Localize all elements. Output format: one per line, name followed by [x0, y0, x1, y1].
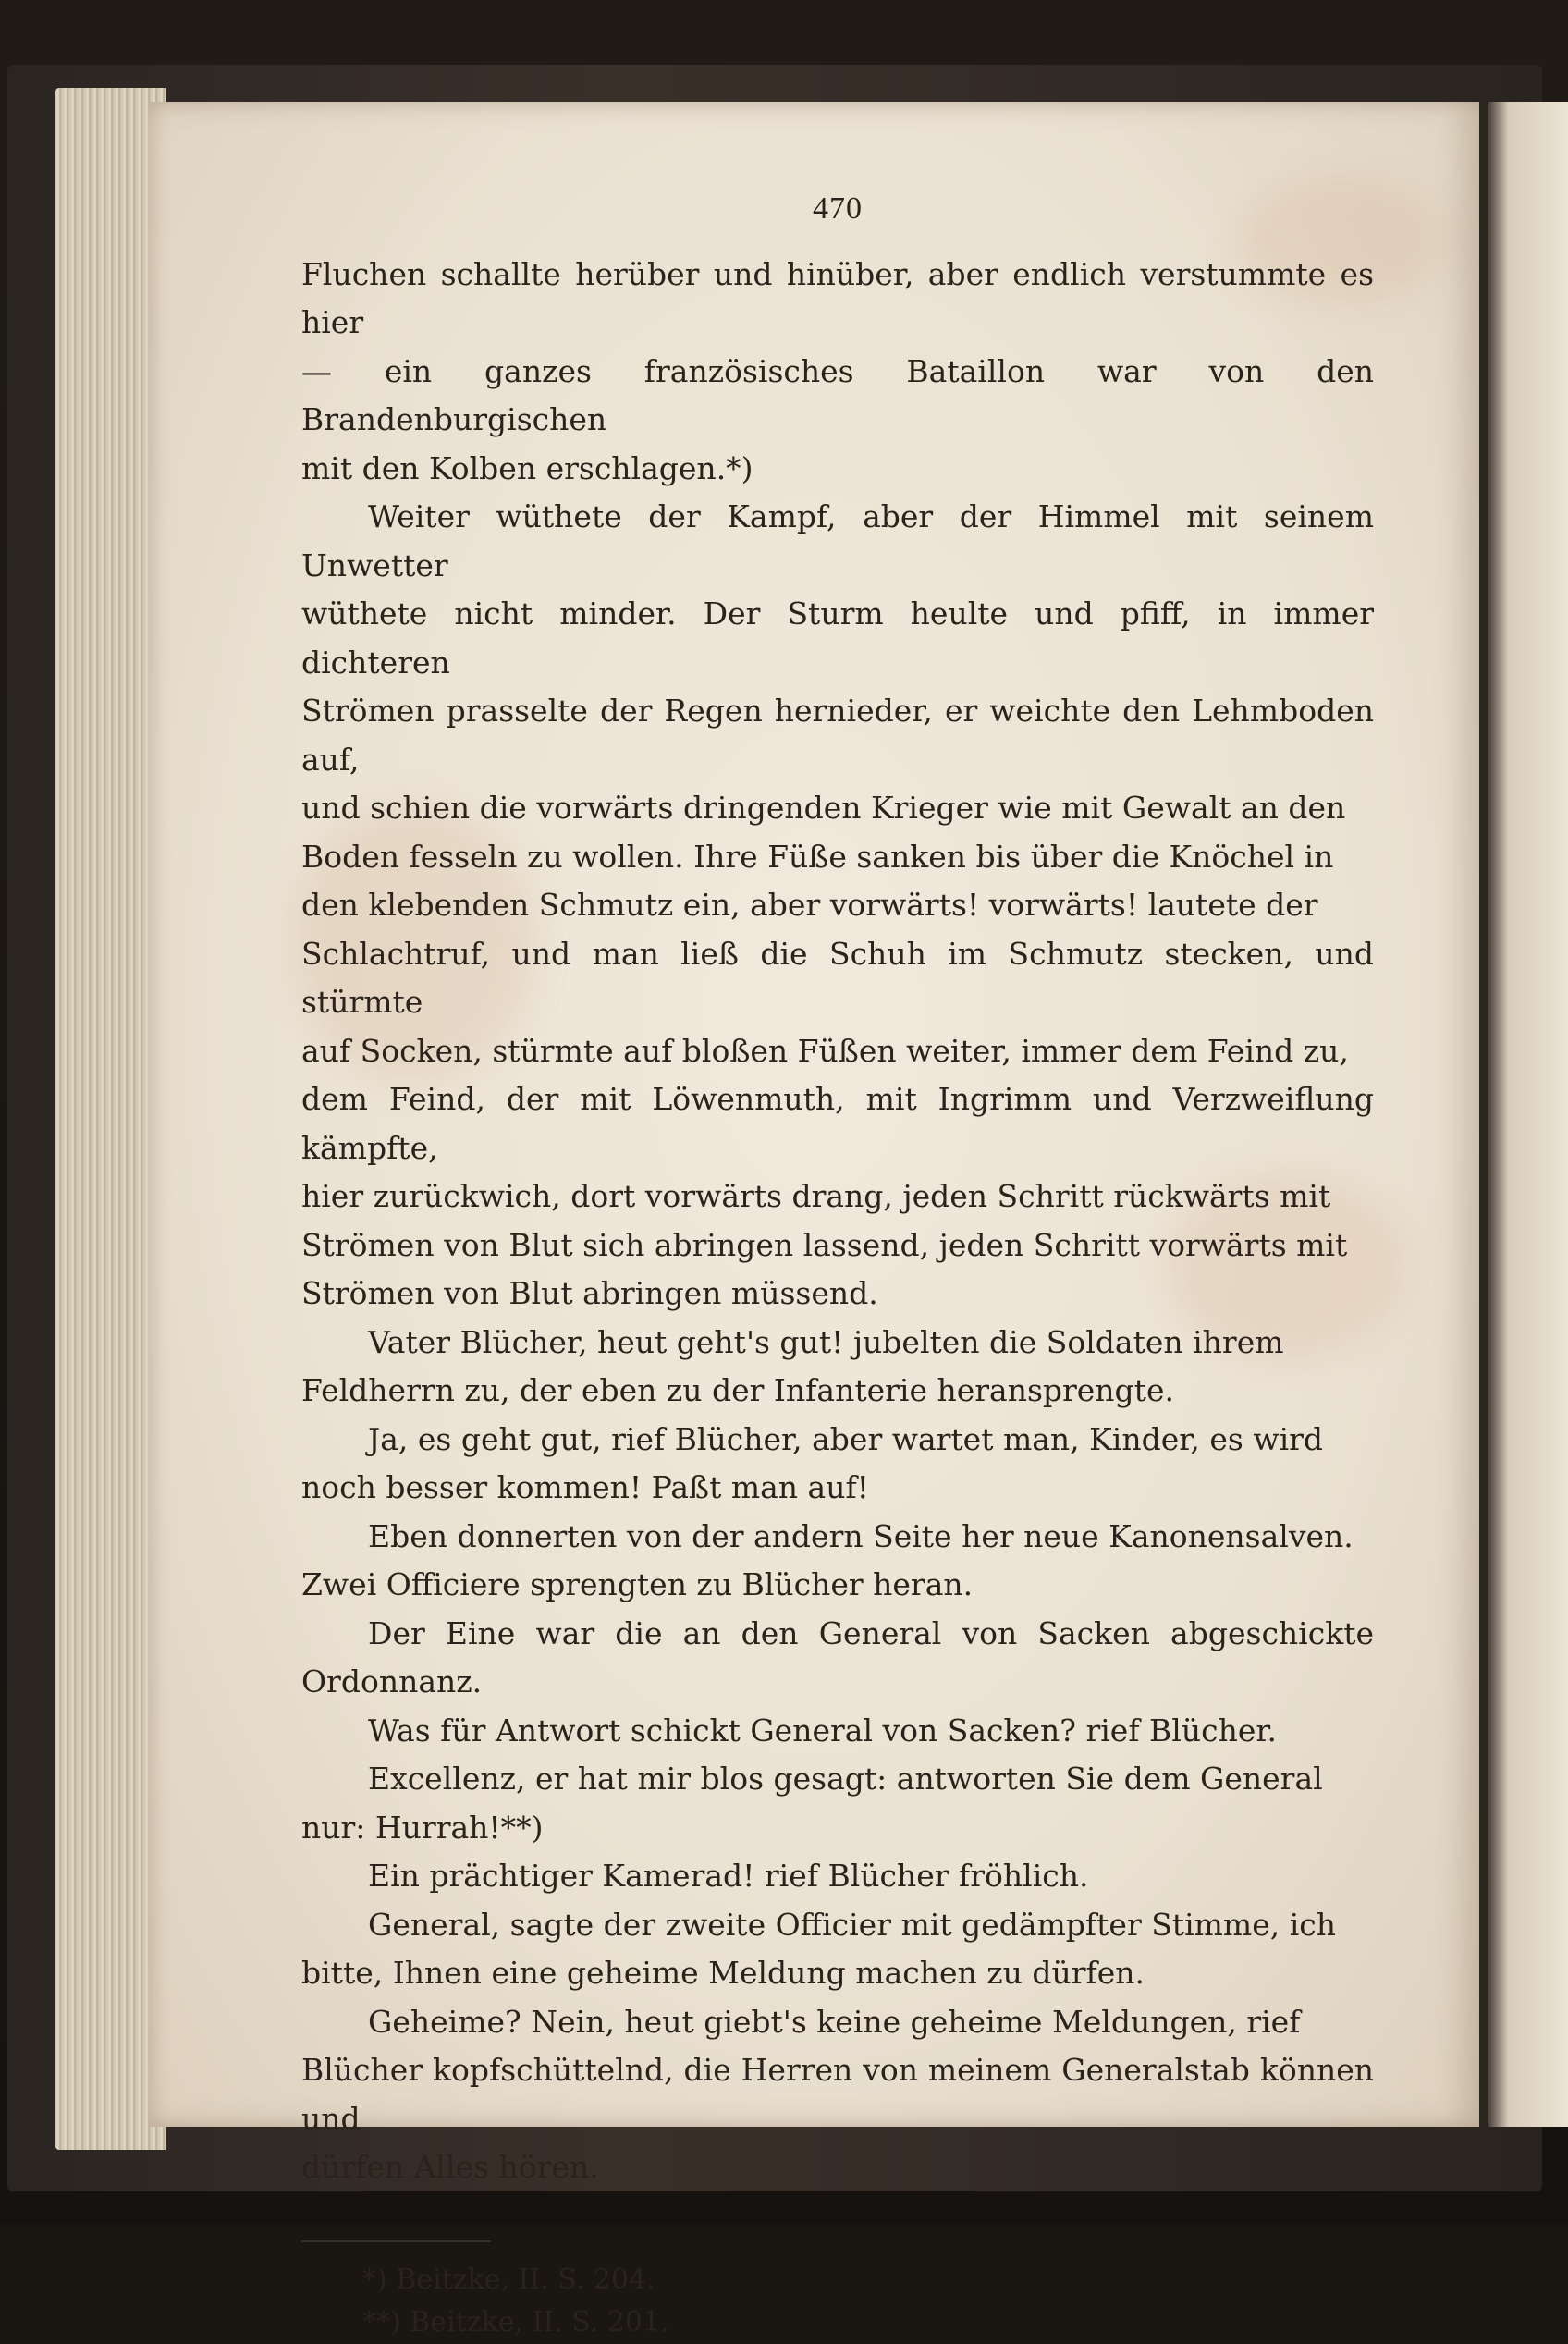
text-line: mit den Kolben erschlagen.*): [301, 449, 753, 486]
text-line: und schien die vorwärts dringenden Krieger wie mit Gewalt an den: [301, 790, 1346, 826]
text-line: Vater Blücher, heut geht's gut! jubelten die Soldaten ihrem: [368, 1323, 1284, 1360]
text-line: Feldherrn zu, der eben zu der Infanterie heransprengte.: [301, 1372, 1174, 1408]
text-line: Der Eine war die an den General von Sacken abgeschickte Ordonnanz.: [301, 1614, 1374, 1700]
text-line: Weiter wüthete der Kampf, aber der Himmel mit seinem Unwetter: [301, 498, 1374, 583]
text-line: Strömen von Blut abringen müssend.: [301, 1275, 878, 1311]
text-line: Ein prächtiger Kamerad! rief Blücher fröhlich.: [368, 1858, 1089, 1894]
footnote-divider: [301, 2240, 491, 2242]
footnote: **) Beitzke, II. S. 201.: [362, 2305, 669, 2338]
text-line: noch besser kommen! Paßt man auf!: [301, 1469, 869, 1505]
text-line: Geheime? Nein, heut giebt's keine geheime Meldungen, rief: [368, 2003, 1301, 2040]
text-line: Was für Antwort schickt General von Sacken? rief Blücher.: [368, 1712, 1277, 1749]
text-line: Boden fesseln zu wollen. Ihre Füße sanken bis über die Knöchel in: [301, 838, 1334, 875]
facing-page-edge: [1488, 102, 1568, 2127]
text-line: Blücher kopfschüttelnd, die Herren von meinem Generalstab können und: [301, 2052, 1374, 2137]
text-line: bitte, Ihnen eine geheime Meldung machen zu dürfen.: [301, 1955, 1145, 1991]
text-line: Ja, es geht gut, rief Blücher, aber wartet man, Kinder, es wird: [368, 1420, 1324, 1457]
page-text: [301, 185, 1374, 2344]
text-line: den klebenden Schmutz ein, aber vorwärts! vorwärts! lautete der: [301, 887, 1318, 923]
text-line: auf Socken, stürmte auf bloßen Füßen weiter, immer dem Feind zu,: [301, 1032, 1349, 1069]
footnotes: [301, 2259, 1374, 2344]
text-line: dürfen Alles hören.: [301, 2149, 599, 2185]
text-line: — ein ganzes französisches Bataillon war von den Brandenburgischen: [301, 352, 1374, 437]
text-line: nur: Hurrah!**): [301, 1809, 544, 1846]
text-line: Strömen von Blut sich abringen lassend, jeden Schritt vorwärts mit: [301, 1226, 1348, 1263]
text-line: Strömen prasselte der Regen hernieder, er weichte den Lehmboden auf,: [301, 693, 1374, 778]
footnote: *) Beitzke, II. S. 204.: [362, 2263, 655, 2296]
page-number: 470: [813, 191, 863, 226]
text-line: General, sagte der zweite Officier mit gedämpfter Stimme, ich: [368, 1906, 1337, 1943]
body-text: [301, 251, 1374, 2192]
text-line: Schlachtruf, und man ließ die Schuh im Schmutz stecken, und stürmte: [301, 935, 1374, 1020]
text-line: dem Feind, der mit Löwenmuth, mit Ingrimm und Verzweiflung kämpfte,: [301, 1081, 1374, 1166]
text-line: Fluchen schallte herüber und hinüber, aber endlich verstummte es hier: [301, 255, 1374, 340]
text-line: wüthete nicht minder. Der Sturm heulte und pfiff, in immer dichteren: [301, 595, 1374, 681]
text-line: Eben donnerten von der andern Seite her neue Kanonensalven.: [368, 1517, 1354, 1554]
text-line: Excellenz, er hat mir blos gesagt: antworten Sie dem General: [368, 1761, 1323, 1797]
text-line: Zwei Officiere sprengten zu Blücher heran.: [301, 1566, 974, 1602]
text-line: hier zurückwich, dort vorwärts drang, jeden Schritt rückwärts mit: [301, 1178, 1331, 1214]
